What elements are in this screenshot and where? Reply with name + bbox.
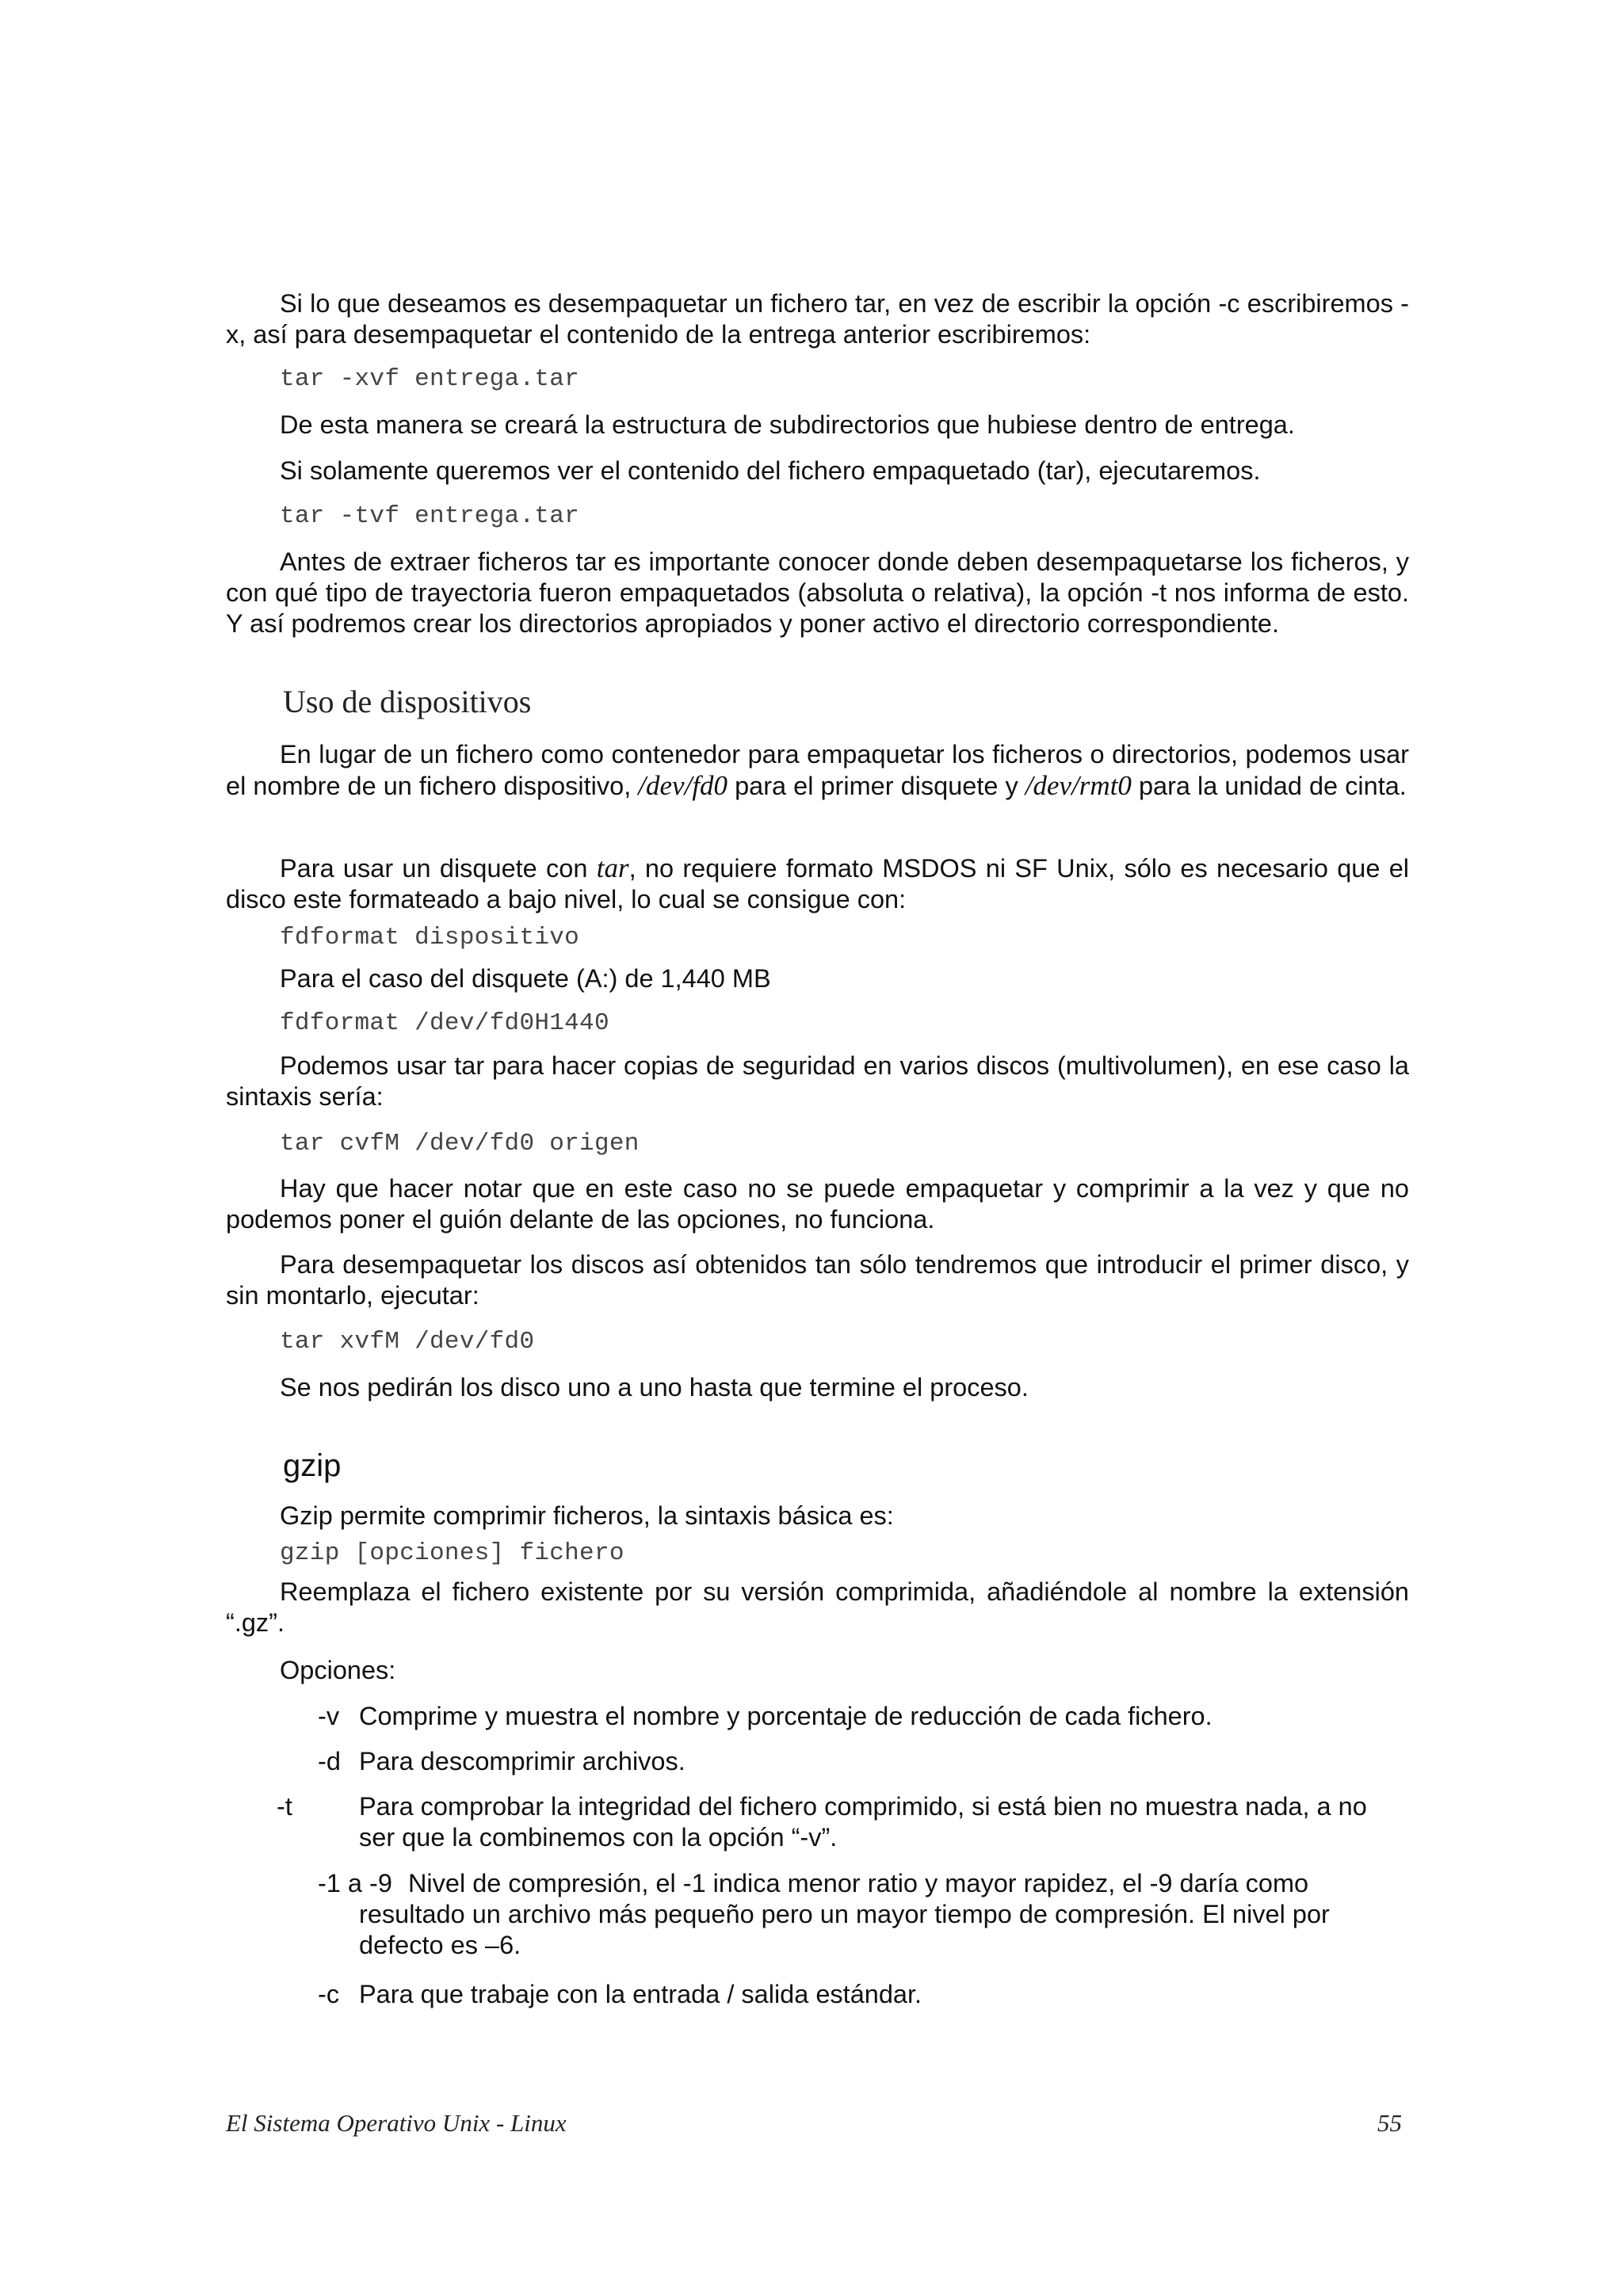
code-fdformat: fdformat dispositivo [280, 924, 580, 952]
paragraph-extract-disks: Para desempaquetar los discos así obtenidos tan sólo tendremos que introducir el primer disco, y sin montarlo, ejecutar: [226, 1250, 1409, 1310]
tar-italic: tar [596, 852, 629, 883]
paragraph-floppy-tar: Para usar un disquete con tar, no requiere formato MSDOS ni SF Unix, sólo es necesario que el disco este formateado a bajo nivel, lo cual se consigue con: [226, 852, 1409, 913]
heading-gzip: gzip [283, 1448, 342, 1483]
paragraph-list-contents: Si solamente queremos ver el contenido del fichero empaquetado (tar), ejecutaremos. [280, 456, 1261, 485]
code-gzip-syntax: gzip [opciones] fichero [280, 1539, 624, 1567]
paragraph-device-container: En lugar de un fichero como contenedor para empaquetar los ficheros o directorios, podemos usar el nombre de un fichero dispositivo, /dev/fd0 para el primer disquete y /dev/rmt0 para la unidad de cinta. [226, 740, 1409, 801]
paragraph-gzip-intro: Gzip permite comprimir ficheros, la sintaxis básica es: [280, 1501, 894, 1530]
option-t: -t Para comprobar la integridad del fichero comprimido, si está bien no muestra nada, a no ser que la combinemos con la opción “-v”. [277, 1792, 1367, 1852]
paragraph-options-label: Opciones: [280, 1656, 396, 1684]
option-v: -v Comprime y muestra el nombre y porcentaje de reducción de cada fichero. [318, 1702, 1212, 1730]
code-tar-xvfm: tar xvfM /dev/fd0 [280, 1328, 535, 1356]
heading-uso-de-dispositivos: Uso de dispositivos [283, 684, 532, 719]
code-fdformat-h1440: fdformat /dev/fd0H1440 [280, 1009, 609, 1037]
device-path-fd0: /dev/fd0 [638, 770, 728, 801]
code-untar: tar -xvf entrega.tar [280, 365, 580, 393]
code-list: tar -tvf entrega.tar [280, 502, 580, 530]
footer-page-number: 55 [1377, 2109, 1402, 2137]
paragraph-multivolume: Podemos usar tar para hacer copias de seguridad en varios discos (multivolumen), en ese caso la sintaxis sería: [226, 1051, 1409, 1111]
paragraph-gzip-replace: Reemplaza el fichero existente por su versión comprimida, añadiéndole al nombre la extensión “.gz”. [226, 1577, 1409, 1637]
paragraph-untar-intro: Si lo que deseamos es desempaquetar un fichero tar, en vez de escribir la opción -c escribiremos -x, así para desempaquetar el contenido de la entrega anterior escribiremos: [226, 289, 1409, 349]
paragraph-multivolume-note: Hay que hacer notar que en este caso no se puede empaquetar y comprimir a la vez y que no podemos poner el guión delante de las opciones, no funciona. [226, 1174, 1409, 1234]
paragraph-before-extract: Antes de extraer ficheros tar es importante conocer donde deben desempaquetarse los ficheros, y con qué tipo de trayectoria fueron empaquetados (absoluta o relativa), la opción -t nos informa de esto. Y así podremos crear los directorios apropiados y poner activo el directorio correspondiente. [226, 547, 1409, 638]
footer-title: El Sistema Operativo Unix - Linux [226, 2109, 567, 2137]
paragraph-untar-result: De esta manera se creará la estructura de subdirectorios que hubiese dentro de entrega. [280, 410, 1295, 439]
option-c: -c Para que trabaje con la entrada / salida estándar. [318, 1980, 922, 2008]
option-level: -1 a -9 Nivel de compresión, el -1 indica menor ratio y mayor rapidez, el -9 daría como resultado un archivo más pequeño pero un mayor tiempo de compresión. El nivel por defecto es –6. [318, 1869, 1330, 1959]
device-path-rmt0: /dev/rmt0 [1025, 770, 1132, 801]
paragraph-disk-prompt: Se nos pedirán los disco uno a uno hasta que termine el proceso. [280, 1373, 1029, 1402]
option-d: -d Para descomprimir archivos. [318, 1747, 685, 1775]
paragraph-floppy-size: Para el caso del disquete (A:) de 1,440 MB [280, 964, 771, 993]
code-tar-cvfm: tar cvfM /dev/fd0 origen [280, 1130, 640, 1158]
